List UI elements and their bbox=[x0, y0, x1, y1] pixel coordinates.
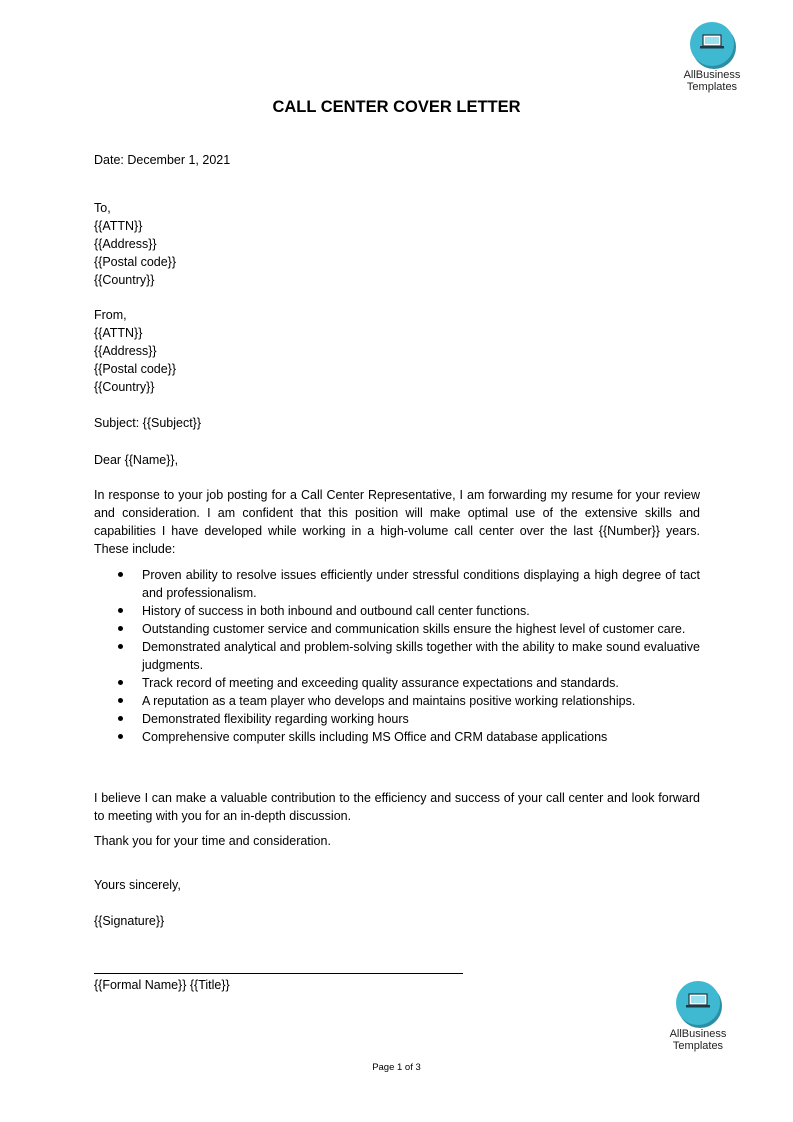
signoff: Yours sincerely, bbox=[94, 878, 181, 892]
list-item: Proven ability to resolve issues efficiently under stressful conditions displaying a high degree of tact and professionalism. bbox=[94, 566, 700, 602]
list-item: Comprehensive computer skills including MS Office and CRM database applications bbox=[94, 728, 700, 746]
logo-line1: AllBusiness bbox=[669, 1028, 727, 1040]
from-address-block: From, {{ATTN}} {{Address}} {{Postal code}} {{Country}} bbox=[94, 308, 177, 394]
list-item: Demonstrated flexibility regarding working hours bbox=[94, 710, 700, 728]
signature-placeholder: {{Signature}} bbox=[94, 914, 165, 928]
salutation: Dear {{Name}}, bbox=[94, 453, 179, 467]
list-item: A reputation as a team player who develops and maintains positive working relationships. bbox=[94, 692, 700, 710]
brand-logo-bottom bbox=[658, 981, 738, 1052]
to-address-block: To, {{ATTN}} {{Address}} {{Postal code}} {{Country}} bbox=[94, 201, 177, 287]
list-item: Outstanding customer service and communication skills ensure the highest level of customer care. bbox=[94, 620, 700, 638]
intro-paragraph: In response to your job posting for a Call Center Representative, I am forwarding my resume for your review and consideration. I am confident that this position will make optimal use of the extensive skills and capabilities I have developed while working in a high-volume call center over the last {{Number}} years. These include: bbox=[94, 488, 700, 556]
subject-line: Subject: {{Subject}} bbox=[94, 416, 202, 430]
skills-list bbox=[94, 566, 700, 746]
date-line: Date: December 1, 2021 bbox=[94, 153, 231, 167]
brand-logo-top bbox=[672, 22, 752, 93]
formal-name: {{Formal Name}} {{Title}} bbox=[94, 978, 230, 992]
closing-paragraph: I believe I can make a valuable contribution to the efficiency and success of your call center and look forward to meeting with you for an in-depth discussion. bbox=[94, 791, 700, 823]
laptop-icon bbox=[676, 981, 720, 1025]
logo-line1: AllBusiness bbox=[683, 69, 741, 81]
list-item: Track record of meeting and exceeding quality assurance expectations and standards. bbox=[94, 674, 700, 692]
logo-line2: Templates bbox=[672, 1040, 724, 1052]
page-number: Page 1 of 3 bbox=[372, 1062, 421, 1073]
logo-line2: Templates bbox=[686, 81, 738, 93]
thanks-line: Thank you for your time and consideration. bbox=[94, 834, 331, 848]
list-item: History of success in both inbound and outbound call center functions. bbox=[94, 602, 700, 620]
list-item: Demonstrated analytical and problem-solving skills together with the ability to make sound evaluative judgments. bbox=[94, 638, 700, 674]
laptop-icon bbox=[690, 22, 734, 66]
signature-rule bbox=[94, 973, 463, 974]
document-title: CALL CENTER COVER LETTER bbox=[272, 98, 521, 116]
